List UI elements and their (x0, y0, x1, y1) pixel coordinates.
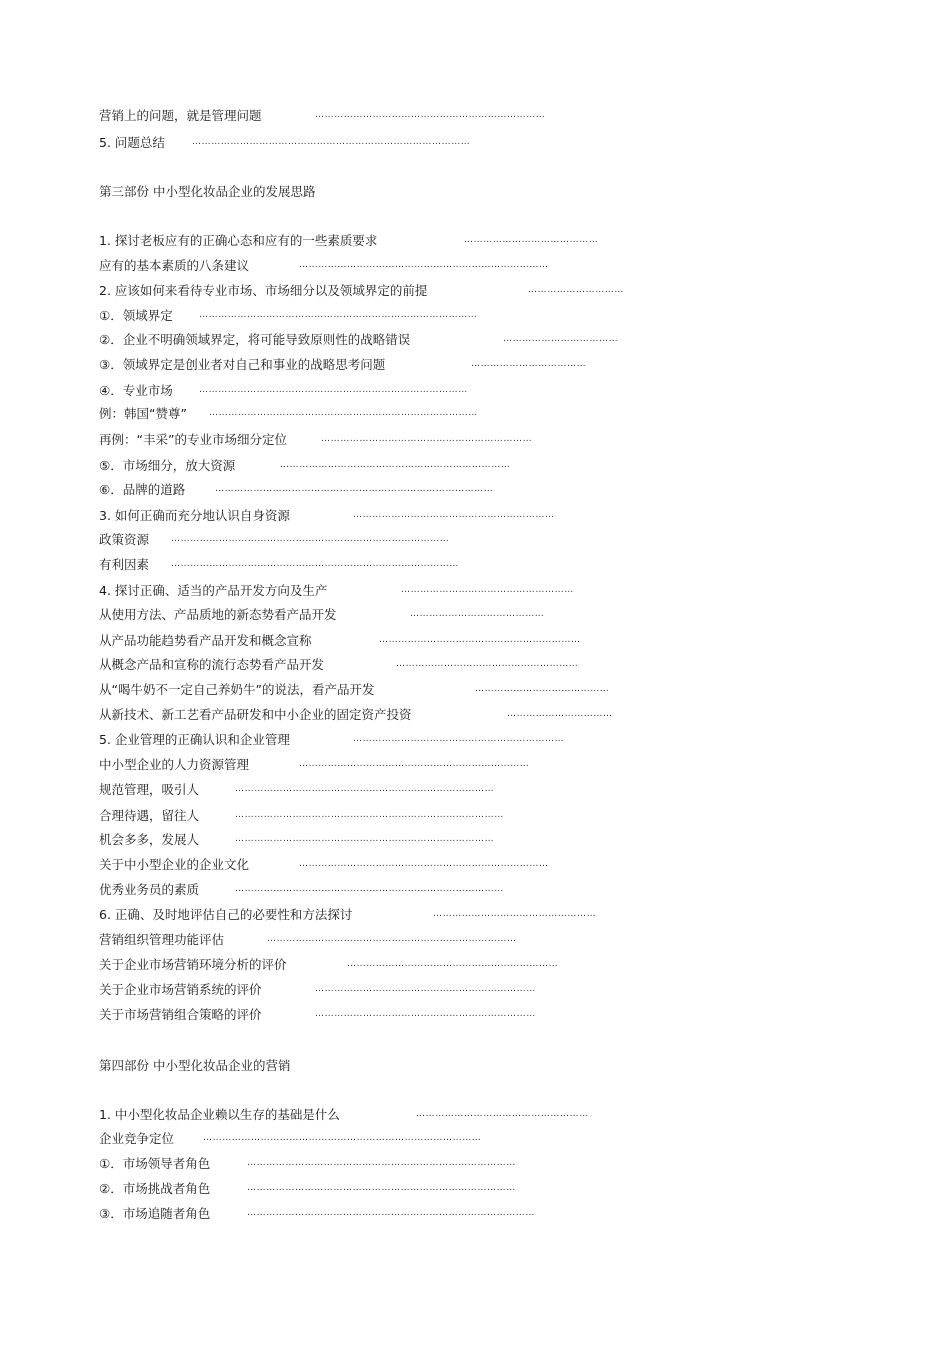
toc-entry-title: 例：韩国“赞尊” (99, 406, 187, 421)
toc-entry-title: 4. 探讨正确、适当的产品开发方向及生产 (99, 583, 328, 598)
toc-entry-leader: ………………………………………………………………………… (235, 810, 504, 820)
toc-entry-leader: …………………………………… (464, 235, 599, 245)
toc-entry (99, 606, 619, 624)
toc-entry-title: 企业竞争定位 (99, 1131, 175, 1146)
toc-entry-leader: ……………………………………………… (401, 585, 574, 595)
toc-entry-title: 优秀业务员的素质 (99, 882, 200, 897)
toc-entry (99, 956, 689, 974)
toc-entry (99, 1106, 709, 1124)
toc-entry-title: ③．领域界定是创业者对自己和事业的战略思考问题 (99, 357, 386, 372)
toc-entry-title: 从使用方法、产品质地的新态势看产品开发 (99, 607, 337, 622)
toc-entry-leader: …………………………………………………………… (315, 984, 536, 994)
toc-entry-leader: ……………………………………………………… (353, 510, 555, 520)
toc-entry-title: 关于企业市场营销环境分析的评价 (99, 957, 287, 972)
toc-entry (99, 981, 659, 999)
toc-entry-title: ①．领域界定 (99, 308, 173, 323)
toc-entry-title: ⑤．市场细分，放大资源 (99, 458, 236, 473)
toc-entry (99, 107, 659, 125)
toc-entry (99, 706, 669, 724)
toc-entry-leader: …………………………………………………………………………… (192, 137, 471, 147)
toc-entry-leader: ………………………………………………………………………… (247, 1158, 516, 1168)
toc-entry (99, 1006, 659, 1024)
toc-entry-leader: ………………………………………………………………………… (235, 884, 504, 894)
toc-entry (99, 257, 669, 275)
toc-entry (99, 807, 659, 825)
toc-entry-leader: …………………………………………… (433, 909, 597, 919)
toc-entry-leader: ……………………………………………… (416, 1109, 589, 1119)
toc-entry-leader: ……………………………… (503, 334, 619, 344)
toc-entry-title: 再例：“丰采”的专业市场细分定位 (99, 432, 287, 447)
toc-entry (99, 906, 709, 924)
toc-entry-leader: …………………………………………………………………………… (199, 310, 478, 320)
toc-entry-title: 2. 应该如何来看待专业市场、市场细分以及领域界定的前提 (99, 283, 428, 298)
toc-entry-title: 合理待遇，留往人 (99, 808, 200, 823)
toc-entry (99, 1180, 649, 1198)
toc-entry-leader: ……………………………………………………………… (315, 110, 546, 120)
toc-entry-title: ①．市场领导者角色 (99, 1156, 211, 1171)
toc-entry-leader: ……………………………………………………………………… (235, 784, 495, 794)
toc-entry-leader: ………………………… (528, 285, 624, 295)
toc-entry (99, 1130, 609, 1148)
section-heading-part4: 第四部份 中小型化妆品企业的营销 (99, 1058, 291, 1073)
toc-entry (99, 331, 689, 349)
toc-entry (99, 781, 639, 799)
toc-entry (99, 632, 669, 650)
toc-entry-title: 1. 中小型化妆品企业赖以生存的基础是什么 (99, 1107, 340, 1122)
toc-entry-leader: ……………………………………………………………………… (235, 834, 495, 844)
toc-entry-leader: ………………………………………………………………………… (199, 385, 468, 395)
section-heading-part3: 第三部份 中小型化妆品企业的发展思路 (99, 184, 316, 199)
toc-entry-title: ②．市场挑战者角色 (99, 1181, 211, 1196)
toc-entry (99, 656, 659, 674)
toc-entry-leader: ………………………………………………………………………… (209, 408, 478, 418)
toc-entry (99, 856, 669, 874)
toc-entry-title: 营销上的问题，就是管理问题 (99, 108, 262, 123)
toc-entry-leader: ……………………………… (471, 359, 587, 369)
toc-entry (99, 831, 639, 849)
toc-entry-title: 从“喝牛奶不一定自己养奶牛”的说法，看产品开发 (99, 682, 375, 697)
toc-entry (99, 1205, 699, 1223)
toc-entry-title: 政策资源 (99, 532, 150, 547)
toc-entry-title: ⑥．品牌的道路 (99, 482, 186, 497)
toc-entry-title: 机会多多，发展人 (99, 832, 200, 847)
toc-entry (99, 931, 649, 949)
toc-entry-leader: ……………………………………………………………………………… (171, 559, 459, 569)
toc-entry-leader: ………………………………………………………… (347, 959, 559, 969)
toc-entry-title: 中小型企业的人力资源管理 (99, 757, 250, 772)
toc-entry-title: 营销组织管理功能评估 (99, 932, 225, 947)
toc-entry-leader: ………………………………………………… (396, 659, 579, 669)
toc-entry-leader: …………………………………………………………………… (267, 934, 517, 944)
toc-entry-title: ④．专业市场 (99, 383, 173, 398)
toc-entry-leader: …………………………………………………………………………… (171, 534, 450, 544)
toc-entry (99, 431, 709, 449)
toc-entry-leader: …………………………………… (475, 684, 610, 694)
toc-entry (99, 282, 689, 300)
toc-entry-title: ③．市场追随者角色 (99, 1206, 211, 1221)
toc-entry (99, 531, 569, 549)
toc-entry-leader: ……………………………………………………… (379, 635, 581, 645)
toc-entry (99, 556, 599, 574)
toc-entry-title: 从概念产品和宣称的流行态势看产品开发 (99, 657, 325, 672)
toc-entry-title: 规范管理，吸引人 (99, 782, 200, 797)
toc-entry-title: 5. 企业管理的正确认识和企业管理 (99, 732, 290, 747)
toc-entry-leader: ………………………………………………………………………… (247, 1183, 516, 1193)
toc-entry (99, 481, 629, 499)
toc-entry (99, 756, 659, 774)
toc-entry (99, 307, 639, 325)
toc-entry-title: 3. 如何正确而充分地认识自身资源 (99, 508, 290, 523)
toc-entry-title: 从产品功能趋势看产品开发和概念宣称 (99, 633, 312, 648)
toc-entry (99, 582, 649, 600)
toc-entry-title: 关于中小型企业的企业文化 (99, 857, 250, 872)
toc-entry-leader: ……………………………………………………………… (280, 460, 511, 470)
toc-entry (99, 457, 609, 475)
toc-entry-title: 6. 正确、及时地评估自己的必要性和方法探讨 (99, 907, 353, 922)
toc-entry-leader: ………………………………………………………… (321, 434, 533, 444)
toc-entry-leader: ………………………………………………………… (353, 734, 565, 744)
toc-entry-leader: …………………………………………………………………………… (203, 1133, 482, 1143)
toc-entry-leader: …………………………… (507, 709, 613, 719)
toc-entry (99, 881, 659, 899)
toc-entry-title: 5. 问题总结 (99, 135, 165, 150)
toc-entry (99, 507, 639, 525)
toc-entry-leader: ……………………………………………………………………………… (247, 1208, 535, 1218)
toc-entry (99, 405, 639, 423)
toc-entry-title: 应有的基本素质的八条建议 (99, 258, 250, 273)
toc-entry-leader: …………………………………………………………………………… (215, 484, 494, 494)
toc-entry-leader: …………………………………………………………… (315, 1009, 536, 1019)
toc-entry-leader: …………………………………………………………………… (299, 260, 549, 270)
toc-entry (99, 134, 659, 152)
toc-entry-title: 有利因素 (99, 557, 150, 572)
toc-entry-title: ②．企业不明确领域界定，将可能导致原则性的战略错误 (99, 332, 411, 347)
toc-entry-leader: …………………………………… (410, 609, 545, 619)
toc-entry-title: 关于市场营销组合策略的评价 (99, 1007, 262, 1022)
toc-entry (99, 731, 669, 749)
toc-entry (99, 356, 659, 374)
toc-entry (99, 382, 629, 400)
toc-entry-title: 1. 探讨老板应有的正确心态和应有的一些素质要求 (99, 233, 378, 248)
toc-entry (99, 232, 709, 250)
toc-entry-title: 关于企业市场营销系统的评价 (99, 982, 262, 997)
toc-entry (99, 1155, 649, 1173)
toc-entry-title: 从新技术、新工艺看产品研发和中小企业的固定资产投资 (99, 707, 412, 722)
toc-entry-leader: ……………………………………………………………… (299, 759, 530, 769)
toc-entry (99, 681, 709, 699)
toc-entry-leader: …………………………………………………………………… (299, 859, 549, 869)
